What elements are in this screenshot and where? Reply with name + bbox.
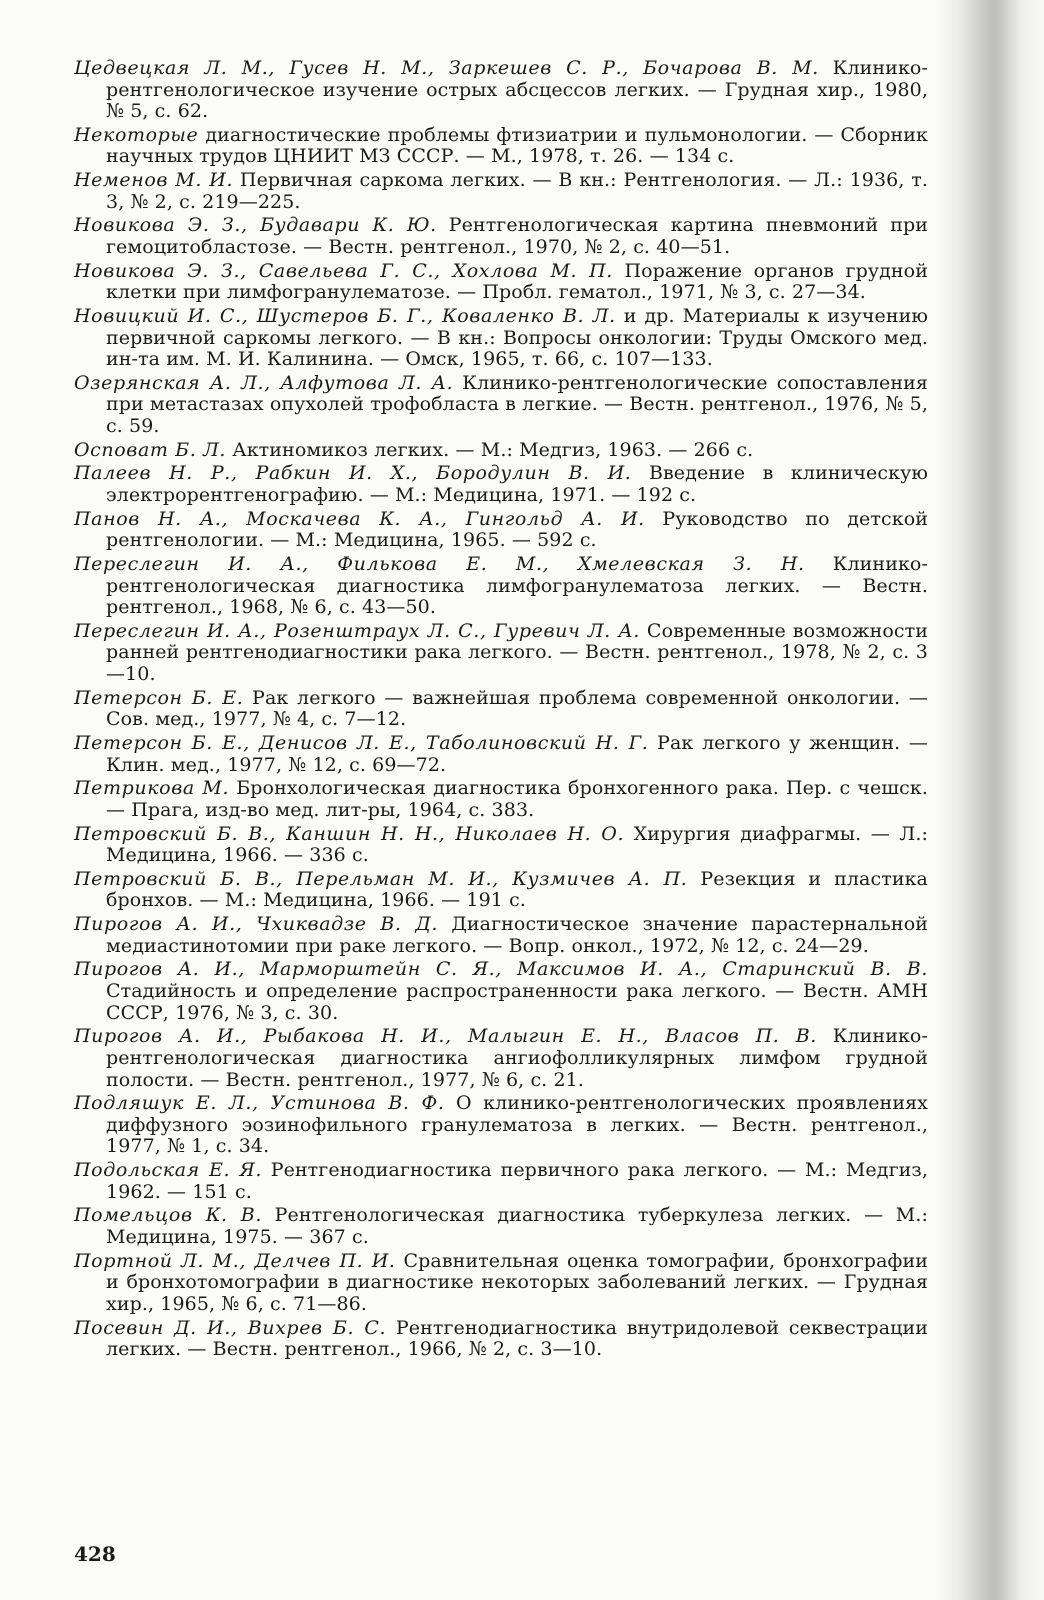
entry-text: и др. Материалы к изучению первичной саркомы легкого. — В кн.: Вопросы онкологии: Труды Омского мед. ин-та им. М. И. Калинина. — Омск, 1965, т. 66, с. 107—133. [106,305,928,371]
entry-authors: Пирогов А. И., Рыбакова Н. И., Малыгин Е. Н., Власов П. В. [74,1025,817,1048]
entry-text: Первичная саркома легких. — В кн.: Рентгенология. — Л.: 1936, т. 3, № 2, с. 219—225. [106,169,928,213]
entry-text: Рак легкого у женщин. — Клин. мед., 1977, № 12, с. 69—72. [106,732,928,776]
entry-authors: Помельцов К. В. [74,1204,263,1227]
bibliography-entry [74,688,928,731]
bibliography-entry [74,1205,928,1248]
bibliography-entry [74,914,928,957]
entry-authors: Петерсон Б. Е. [74,686,244,709]
bibliography-entry [74,463,928,506]
bibliography-entry [74,215,928,258]
entry-text: Рак легкого — важнейшая проблема современной онкологии. — Сов. мед., 1977, № 4, с. 7—12. [106,686,928,731]
entry-authors: Подляшук Е. Л., Устинова В. Ф. [74,1092,445,1115]
entry-text: Рентгенодиагностика первичного рака легкого. — М.: Медгиз, 1962. — 151 с. [106,1159,928,1203]
entry-text: диагностические проблемы фтизиатрии и пульмонологии. — Сборник научных трудов ЦНИИТ МЗ СССР. — М., 1978, т. 26. — 134 с. [106,123,928,168]
entry-authors: Некоторые [74,123,199,146]
entry-authors: Осповат Б. Л. [74,438,227,461]
bibliography-entry [74,373,928,438]
entry-text: Руководство по детской рентгенологии. — М.: Медицина, 1965. — 592 с. [106,507,928,552]
entry-text: Клинико-рентгенологическое изучение острых абсцессов легких. — Грудная хир., 1980, № 5, с. 62. [106,57,928,123]
entry-text: О клинико-рентгенологических проявлениях диффузного эозинофильного гранулематоза в легких. — Вестн. рентгенол., 1977, № 1, с. 34. [106,1092,928,1158]
scan-binding-shadow [934,0,1044,1600]
entry-text: Рентгенологическая диагностика туберкулеза легких. — М.: Медицина, 1975. — 367 с. [106,1204,928,1248]
bibliography-entry [74,1026,928,1091]
entry-authors: Пирогов А. И., Чхиквадзе В. Д. [74,913,439,936]
entry-text: Современные возможности ранней рентгенодиагностики рака легкого. — Вестн. рентгенол., 1978, № 2, с. 3—10. [106,619,928,686]
bibliography-entry [74,959,928,1024]
bibliography-entry [74,621,928,686]
bibliography-entry [74,824,928,867]
entry-text: Клинико-рентгенологические сопоставления при метастазах опухолей трофобласта в легкие. — Вестн. рентгенол., 1976, № 5, с. 59. [106,371,928,438]
bibliography-entry [74,1093,928,1158]
bibliography-entry [74,1318,928,1361]
bibliography-entry [74,125,928,168]
entry-authors: Пирогов А. И., Марморштейн С. Я., Максимов И. А., Старинский В. В. [74,958,928,981]
entry-authors: Петерсон Б. Е., Денисов Л. Е., Таболиновский Н. Г. [74,732,649,755]
bibliography-entry [74,306,928,371]
page-number: 428 [74,1542,116,1566]
entry-authors: Подольская Е. Я. [74,1159,262,1182]
bibliography-entry [74,440,928,462]
bibliography-entry [74,778,928,821]
entry-authors: Новикова Э. З., Будавари К. Ю. [74,214,437,237]
bibliography-list [74,58,928,1363]
bibliography-entry [74,869,928,912]
entry-text: Актиномикоз легких. — М.: Медгиз, 1963. — 266 с. [226,438,754,461]
bibliography-entry [74,554,928,619]
entry-authors: Петровский Б. В., Перельман М. И., Кузмичев А. П. [74,867,688,890]
bibliography-entry [74,733,928,776]
entry-text: Поражение органов грудной клетки при лимфогранулематозе. — Пробл. гематол., 1971, № 3, с. 27—34. [106,259,928,304]
bibliography-entry [74,1160,928,1203]
entry-authors: Петровский Б. В., Каншин Н. Н., Николаев Н. О. [74,822,625,845]
entry-text: Клинико-рентгенологическая диагностика лимфогранулематоза легких. — Вестн. рентгенол., 1968, № 6, с. 43—50. [106,553,928,619]
bibliography-entry [74,1251,928,1316]
bibliography-entry [74,58,928,123]
entry-authors: Переслегин И. А., Розенштраух Л. С., Гуревич Л. А. [74,619,640,642]
entry-authors: Петрикова М. [74,777,230,800]
entry-text: Хирургия диафрагмы. — Л.: Медицина, 1966. — 336 с. [106,822,928,867]
entry-text: Клинико-рентгенологическая диагностика ангиофолликулярных лимфом грудной полости. — Вестн. рентгенол., 1977, № 6, с. 21. [106,1025,928,1091]
entry-text: Сравнительная оценка томографии, бронхографии и бронхотомографии в диагностике некоторых заболеваний легких. — Грудная хир., 1965, № 6, с. 71—86. [106,1249,928,1315]
entry-text: Бронхологическая диагностика бронхогенного рака. Пер. с чешск. — Прага, изд-во мед. лит-ры, 1964, с. 383. [106,777,928,821]
entry-authors: Новицкий И. С., Шустеров Б. Г., Коваленко В. Л. [74,305,616,327]
entry-authors: Неменов М. И. [74,169,234,192]
entry-authors: Цедвецкая Л. М., Гусев Н. М., Заркешев С. Р., Бочарова В. М. [74,57,819,79]
entry-text: Рентгенологическая картина пневмоний при гемоцитобластозе. — Вестн. рентгенол., 1970, № 2, с. 40—51. [106,214,928,259]
entry-text: Рентгенодиагностика внутридолевой секвестрации легких. — Вестн. рентгенол., 1966, № 2, с. 3—10. [106,1316,929,1361]
entry-text: Введение в клиническую электрорентгенографию. — М.: Медицина, 1971. — 192 с. [106,462,928,507]
entry-authors: Новикова Э. З., Савельева Г. С., Хохлова М. П. [74,259,613,282]
entry-authors: Панов Н. А., Москачева К. А., Гингольд А. И. [74,507,645,530]
entry-text: Резекция и пластика бронхов. — М.: Медицина, 1966. — 191 с. [106,867,928,912]
bibliography-entry [74,170,928,213]
entry-authors: Озерянская А. Л., Алфутова Л. А. [74,371,454,394]
entry-authors: Посевин Д. И., Вихрев Б. С. [74,1316,387,1339]
entry-authors: Портной Л. М., Делчев П. И. [74,1249,396,1272]
entry-authors: Палеев Н. Р., Рабкин И. Х., Бородулин В. И. [74,462,632,485]
entry-text: Диагностическое значение парастернальной медиастинотомии при раке легкого. — Вопр. онкол., 1972, № 12, с. 24—29. [106,913,928,957]
entry-text: Стадийность и определение распространенности рака легкого. — Вестн. АМН СССР, 1976, № 3, с. 30. [106,980,928,1024]
bibliography-entry [74,261,928,304]
entry-authors: Переслегин И. А., Филькова Е. М., Хмелевская З. Н. [74,553,805,575]
bibliography-entry [74,509,928,552]
